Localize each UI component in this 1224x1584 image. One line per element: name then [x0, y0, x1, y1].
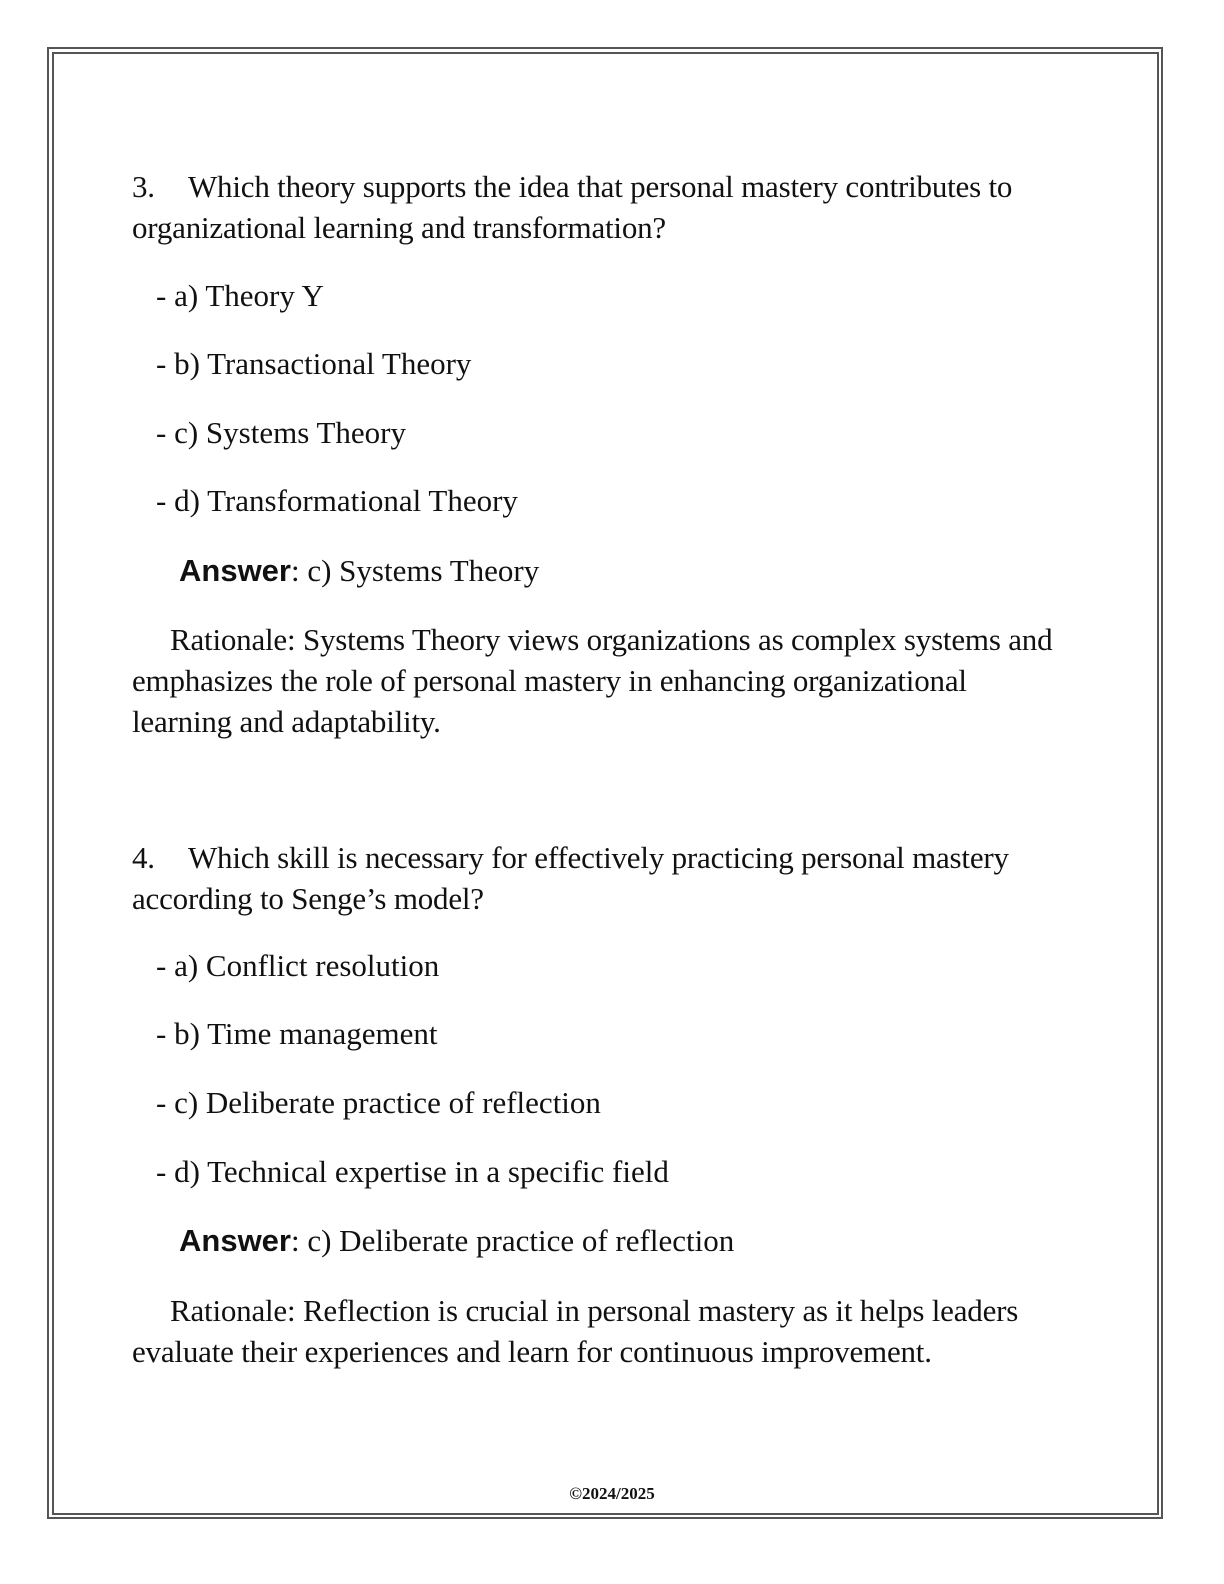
option-d: - d) Transformational Theory [156, 483, 518, 518]
answer-text: : c) Deliberate practice of reflection [290, 1223, 735, 1258]
copyright-footer: ©2024/2025 [569, 1484, 655, 1503]
rationale: Rationale: Reflection is crucial in personal mastery as it helps leaders evaluate their experiences and learn for continuous improvement. [132, 1293, 1019, 1369]
answer-line [179, 1220, 734, 1261]
question-text: Which skill is necessary for effectively practicing personal mastery according to Senge’s model? [132, 840, 1009, 916]
option-d: - d) Technical expertise in a specific field [156, 1154, 669, 1189]
answer-text: : c) Systems Theory [290, 553, 540, 588]
option-a: - a) Conflict resolution [156, 948, 440, 983]
question-number: 3. [132, 169, 155, 204]
option-c: - c) Systems Theory [156, 415, 406, 450]
answer-label: Answer [179, 553, 291, 588]
answer-label: Answer [179, 1223, 291, 1258]
question-number: 4. [132, 840, 155, 875]
option-a: - a) Theory Y [156, 278, 324, 313]
option-c: - c) Deliberate practice of reflection [156, 1085, 601, 1120]
answer-line [179, 550, 539, 591]
rationale: Rationale: Systems Theory views organizations as complex systems and emphasizes the role of personal mastery in enhancing organizational learning and adaptability. [132, 622, 1053, 739]
option-b: - b) Time management [156, 1016, 438, 1051]
question-3 [132, 166, 1082, 248]
question-4 [132, 837, 1082, 919]
option-b: - b) Transactional Theory [156, 346, 472, 381]
question-text: Which theory supports the idea that personal mastery contributes to organizational learning and transformation? [132, 169, 1013, 245]
